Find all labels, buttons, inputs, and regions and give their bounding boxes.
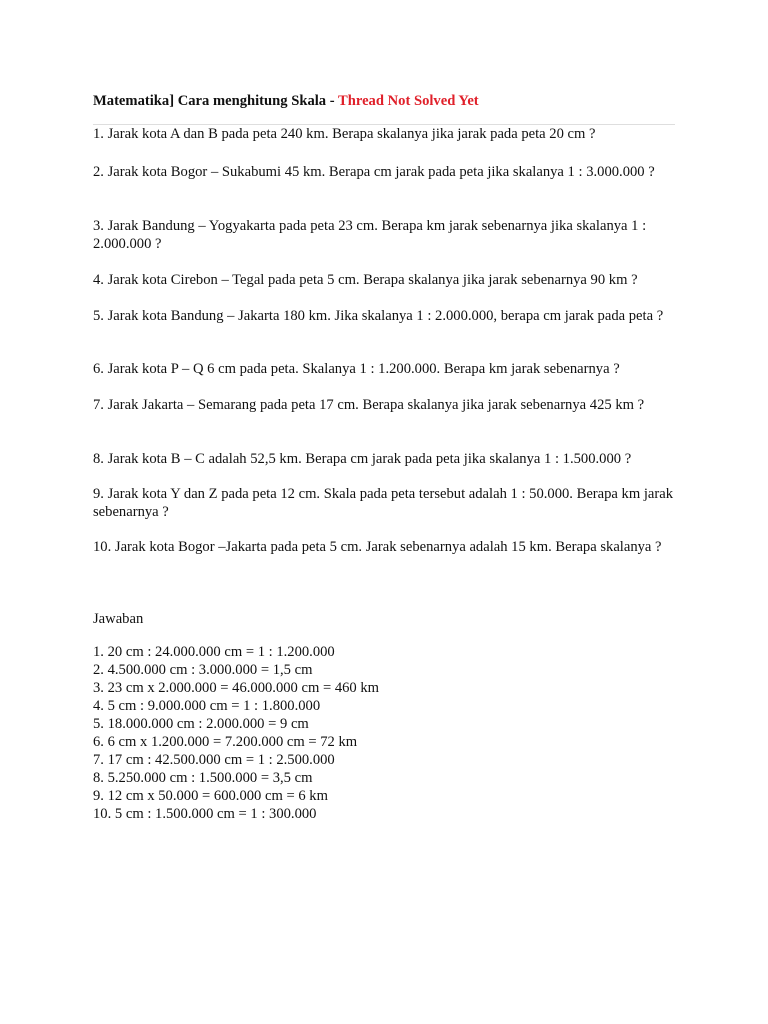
answer-item: 7. 17 cm : 42.500.000 cm = 1 : 2.500.000 <box>93 752 335 768</box>
answer-item: 9. 12 cm x 50.000 = 600.000 cm = 6 km <box>93 788 328 804</box>
question-item: 5. Jarak kota Bandung – Jakarta 180 km. Jika skalanya 1 : 2.000.000, berapa cm jarak pada peta ? <box>93 308 664 324</box>
answer-item: 5. 18.000.000 cm : 2.000.000 = 9 cm <box>93 716 309 732</box>
answer-item: 10. 5 cm : 1.500.000 cm = 1 : 300.000 <box>93 806 317 822</box>
question-item: 10. Jarak kota Bogor –Jakarta pada peta 5 cm. Jarak sebenarnya adalah 15 km. Berapa skalanya ? <box>93 539 662 555</box>
answer-item: 2. 4.500.000 cm : 3.000.000 = 1,5 cm <box>93 662 313 678</box>
thread-status: Thread Not Solved Yet <box>338 93 479 109</box>
title-text: Matematika] Cara menghitung Skala - <box>93 93 338 109</box>
page-title <box>93 92 479 110</box>
answers-list <box>93 643 379 823</box>
answers-heading: Jawaban <box>93 611 144 627</box>
question-item: 8. Jarak kota B – C adalah 52,5 km. Berapa cm jarak pada peta jika skalanya 1 : 1.500.000 ? <box>93 451 632 467</box>
answer-item: 3. 23 cm x 2.000.000 = 46.000.000 cm = 460 km <box>93 680 380 696</box>
answer-item: 4. 5 cm : 9.000.000 cm = 1 : 1.800.000 <box>93 698 321 714</box>
question-item: 7. Jarak Jakarta – Semarang pada peta 17 cm. Berapa skalanya jika jarak sebenarnya 425 km ? <box>93 397 645 413</box>
question-item: 2. Jarak kota Bogor – Sukabumi 45 km. Berapa cm jarak pada peta jika skalanya 1 : 3.000.000 ? <box>93 164 655 180</box>
question-item: 6. Jarak kota P – Q 6 cm pada peta. Skalanya 1 : 1.200.000. Berapa km jarak sebenarnya ? <box>93 361 620 377</box>
question-item: 9. Jarak kota Y dan Z pada peta 12 cm. Skala pada peta tersebut adalah 1 : 50.000. Berapa km jarak sebenarnya ? <box>93 486 674 520</box>
answer-item: 8. 5.250.000 cm : 1.500.000 = 3,5 cm <box>93 770 313 786</box>
answer-item: 1. 20 cm : 24.000.000 cm = 1 : 1.200.000 <box>93 644 335 660</box>
question-item: 1. Jarak kota A dan B pada peta 240 km. Berapa skalanya jika jarak pada peta 20 cm ? <box>93 126 596 142</box>
question-item: 3. Jarak Bandung – Yogyakarta pada peta 23 cm. Berapa km jarak sebenarnya jika skalanya 1 : 2.000.000 ? <box>93 218 647 252</box>
answer-item: 6. 6 cm x 1.200.000 = 7.200.000 cm = 72 km <box>93 734 358 750</box>
question-item: 4. Jarak kota Cirebon – Tegal pada peta 5 cm. Berapa skalanya jika jarak sebenarnya 90 km ? <box>93 272 638 288</box>
